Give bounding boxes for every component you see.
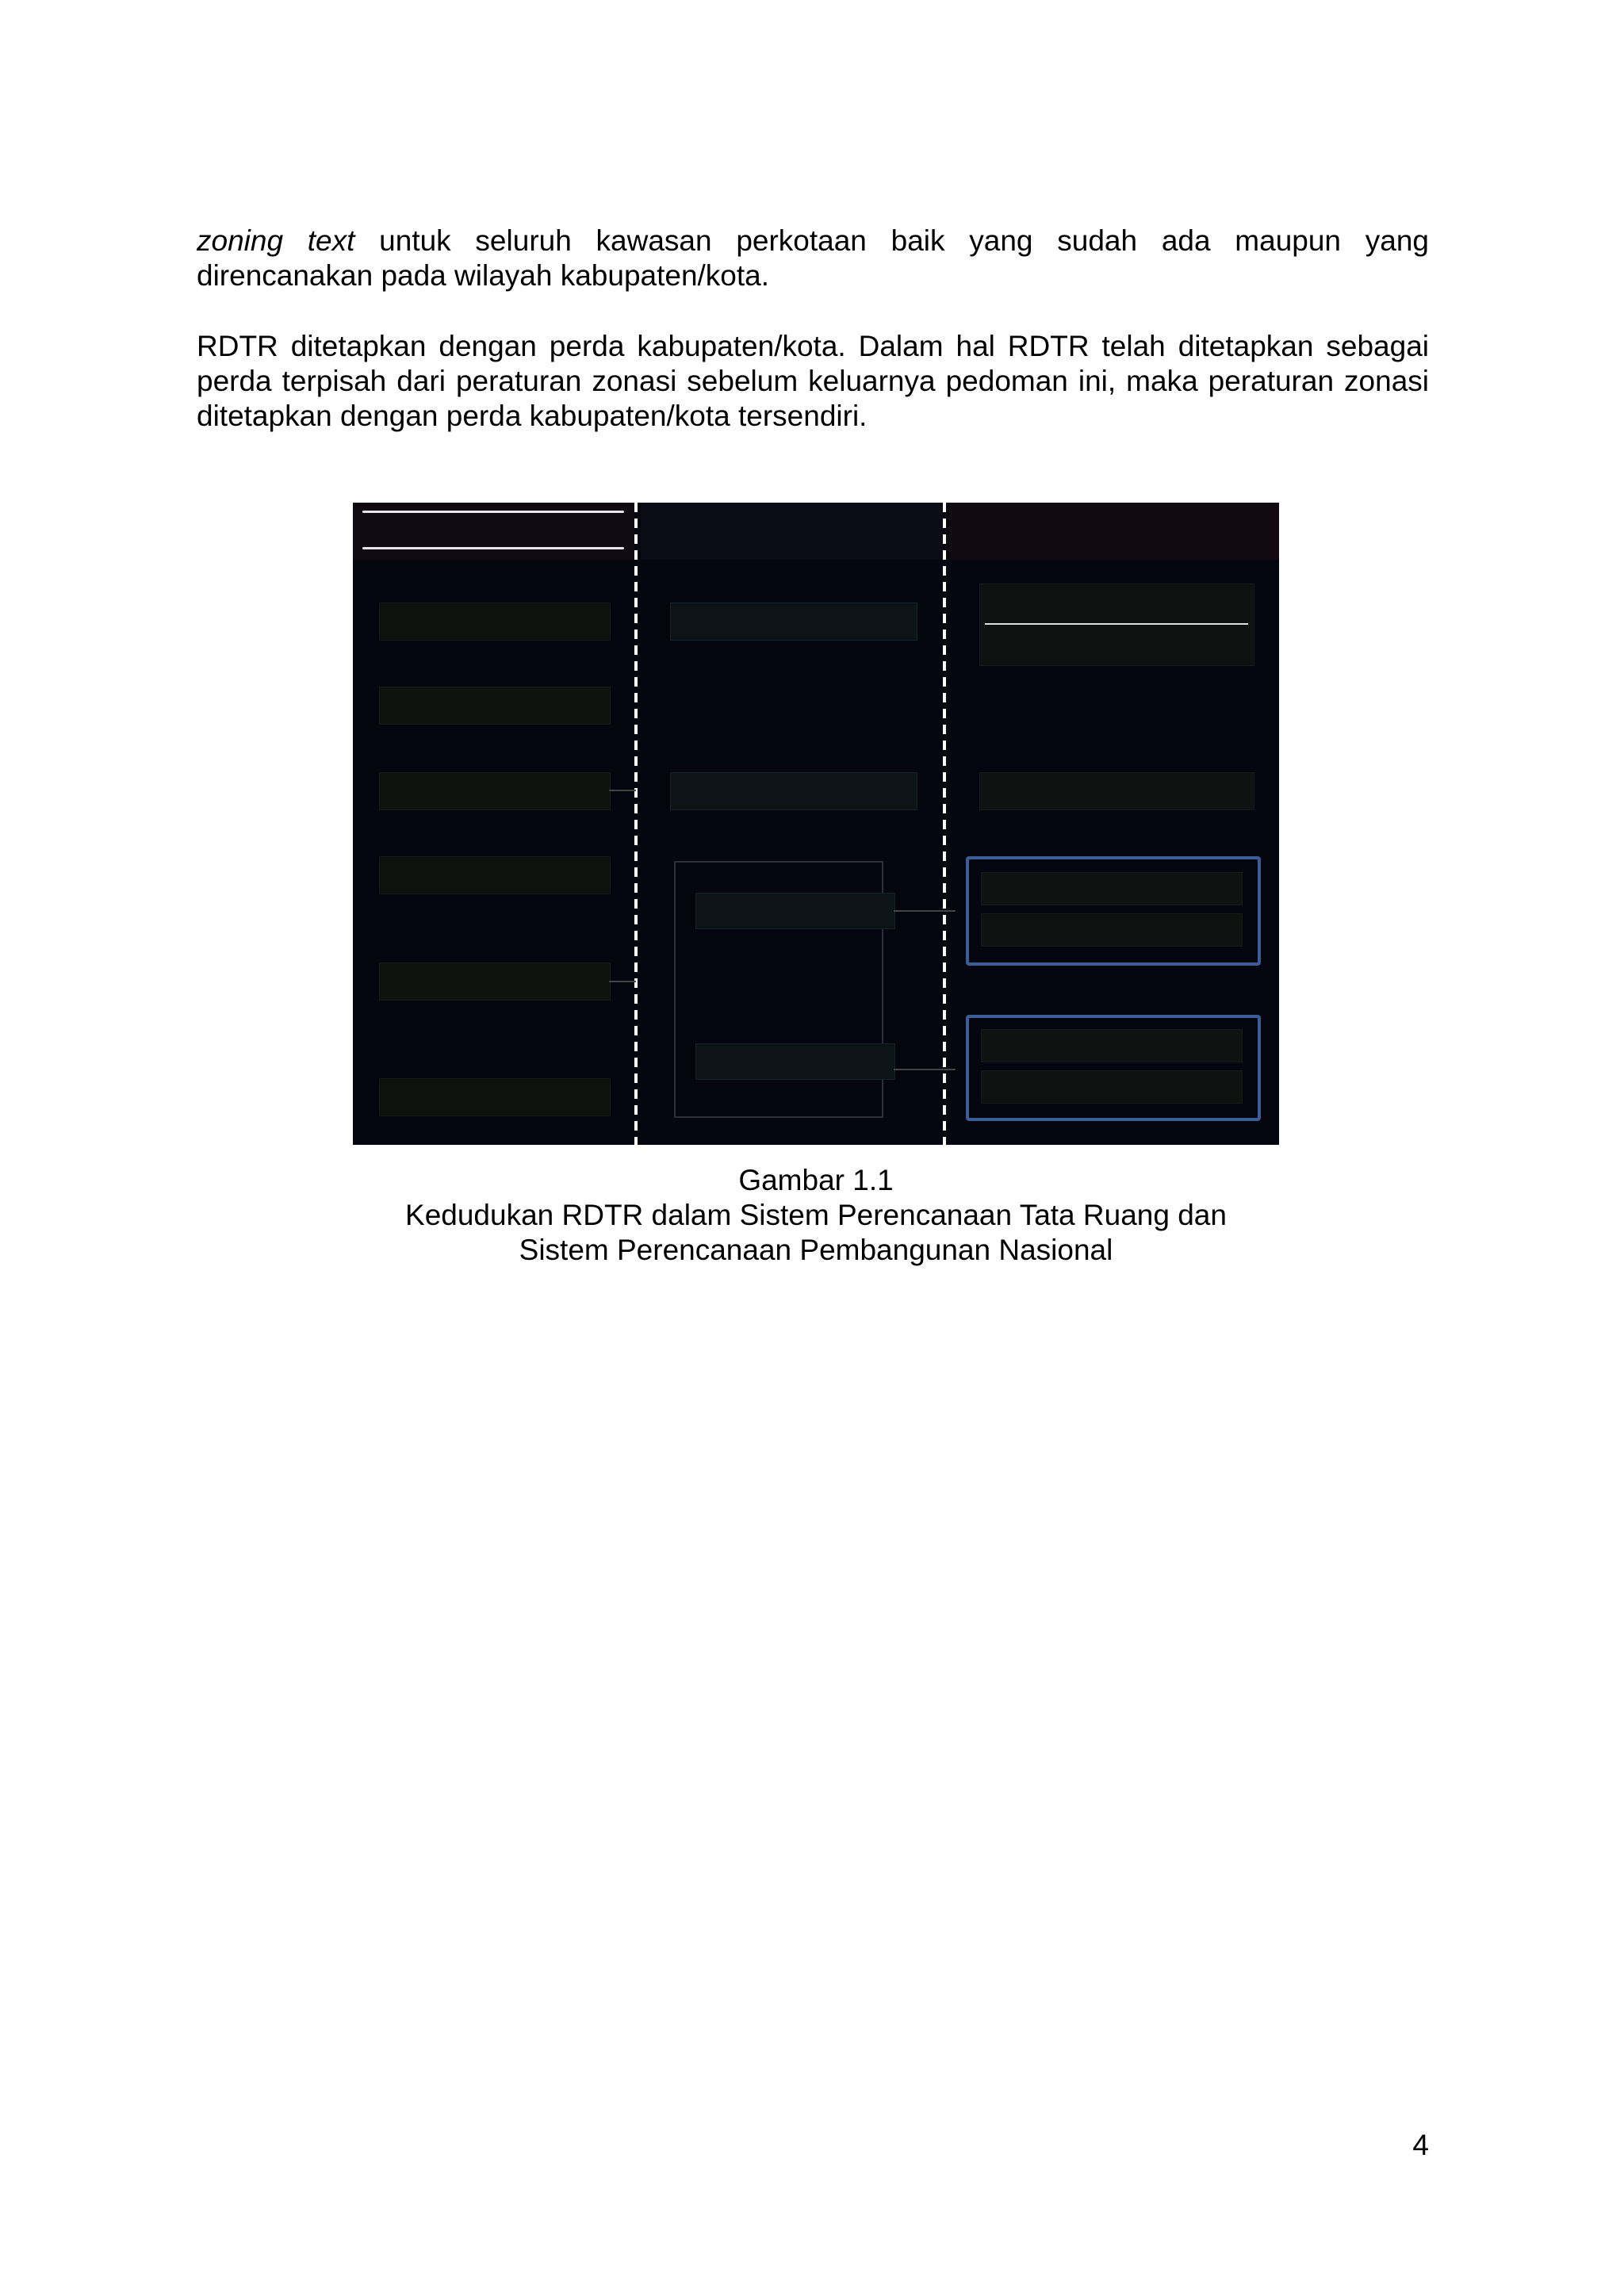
column-header-right bbox=[949, 503, 1279, 560]
right-box-3 bbox=[981, 872, 1243, 905]
paragraph-rdtr-perda: RDTR ditetapkan dengan perda kabupaten/kota. Dalam hal RDTR telah ditetapkan sebagai perda terpisah dari peraturan zonasi sebelum keluarnya pedoman ini, maka peraturan zonasi ditetapkan dengan perda kabupaten/kota tersendiri. bbox=[197, 330, 1429, 432]
figure-rdtr-diagram bbox=[353, 503, 1279, 1145]
right-box-1-divider bbox=[985, 623, 1248, 625]
left-box-6 bbox=[379, 1078, 611, 1116]
paragraph-1-rest: untuk seluruh kawasan perkotaan baik yang sudah ada maupun yang direncanakan pada wilayah kabupaten/kota. bbox=[197, 224, 1429, 292]
figure-caption-number: Gambar 1.1 bbox=[738, 1164, 894, 1196]
middle-box-2 bbox=[670, 772, 917, 810]
connector-right-1 bbox=[894, 910, 956, 912]
header-rule-bottom bbox=[362, 547, 624, 549]
column-separator-1 bbox=[634, 503, 638, 1145]
right-box-6 bbox=[981, 1070, 1243, 1104]
column-separator-2 bbox=[943, 503, 946, 1145]
left-box-1 bbox=[379, 603, 611, 641]
middle-box-3 bbox=[695, 893, 895, 929]
left-box-2 bbox=[379, 687, 611, 725]
middle-box-4 bbox=[695, 1043, 895, 1080]
figure-caption-title-1: Kedudukan RDTR dalam Sistem Perencanaan Tata Ruang dan bbox=[405, 1199, 1227, 1231]
figure-caption-title-2: Sistem Perencanaan Pembangunan Nasional bbox=[519, 1234, 1113, 1266]
connector-right-2 bbox=[894, 1069, 956, 1070]
connector-left-2 bbox=[609, 981, 636, 982]
middle-box-1 bbox=[670, 603, 917, 641]
left-box-5 bbox=[379, 962, 611, 1001]
column-header-middle bbox=[641, 503, 942, 560]
right-box-2 bbox=[979, 772, 1254, 810]
header-rule-top bbox=[362, 511, 624, 513]
connector-left-1 bbox=[609, 790, 636, 791]
left-box-4 bbox=[379, 856, 611, 894]
right-box-4 bbox=[981, 913, 1243, 947]
zoning-text-italic: zoning text bbox=[197, 224, 355, 257]
paragraph-zoning-text bbox=[197, 224, 1429, 293]
right-box-5 bbox=[981, 1029, 1243, 1062]
page-number: 4 bbox=[1412, 2129, 1429, 2161]
left-box-3 bbox=[379, 772, 611, 810]
right-box-1 bbox=[979, 584, 1254, 666]
